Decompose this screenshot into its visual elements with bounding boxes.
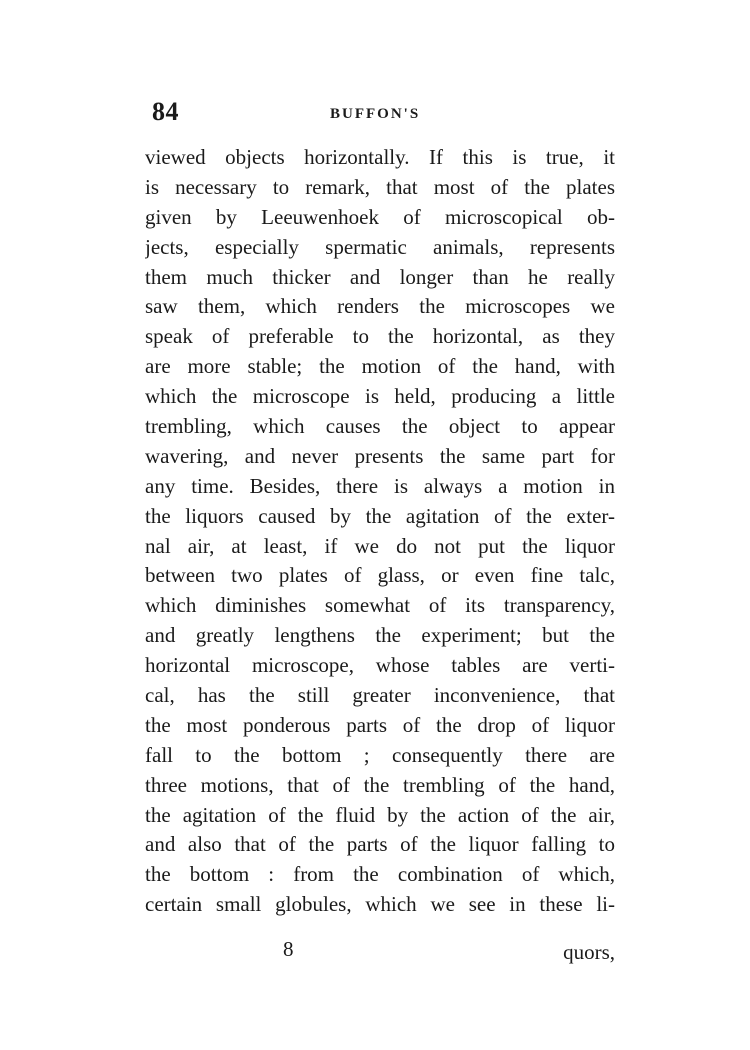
- text-line: cal, has the still greater inconvenience, that: [145, 683, 615, 708]
- text-line: the agitation of the fluid by the action of the air,: [145, 802, 615, 827]
- text-line: speak of preferable to the horizontal, as they: [145, 324, 615, 349]
- text-line: which diminishes somewhat of its transparency,: [145, 593, 615, 618]
- text-line: which the microscope is held, producing a little: [145, 384, 615, 409]
- text-line: saw them, which renders the microscopes we: [145, 294, 615, 319]
- text-line: given by Leeuwenhoek of microscopical ob-: [145, 204, 615, 229]
- page-footer: [145, 937, 615, 969]
- text-line: any time. Besides, there is always a motion in: [145, 473, 615, 498]
- text-line: wavering, and never presents the same part for: [145, 443, 615, 468]
- text-line: between two plates of glass, or even fine talc,: [145, 563, 615, 588]
- text-line: fall to the bottom ; consequently there are: [145, 742, 615, 767]
- text-line: the most ponderous parts of the drop of liquor: [145, 712, 615, 737]
- text-line: viewed objects horizontally. If this is true, it: [145, 145, 615, 169]
- text-line: are more stable; the motion of the hand, with: [145, 354, 615, 379]
- text-line: certain small globules, which we see in these li-: [145, 892, 615, 917]
- text-line: is necessary to remark, that most of the plates: [145, 174, 615, 199]
- page-header: [152, 97, 612, 129]
- text-line: the bottom : from the combination of which,: [145, 862, 615, 887]
- signature-mark: 8: [283, 937, 294, 961]
- text-line: and also that of the parts of the liquor falling to: [145, 832, 615, 857]
- text-line: horizontal microscope, whose tables are verti-: [145, 653, 615, 678]
- text-line: jects, especially spermatic animals, represents: [145, 234, 615, 259]
- text-line: trembling, which causes the object to appear: [145, 414, 615, 439]
- text-line: them much thicker and longer than he really: [145, 264, 615, 289]
- text-line: three motions, that of the trembling of the hand,: [145, 772, 615, 797]
- body-text: [145, 143, 615, 920]
- running-head: BUFFON'S: [330, 106, 421, 122]
- text-line: nal air, at least, if we do not put the liquor: [145, 533, 615, 558]
- text-line: the liquors caused by the agitation of the exter-: [145, 503, 615, 528]
- page-number: 84: [152, 97, 179, 126]
- text-line: and greatly lengthens the experiment; but the: [145, 623, 615, 648]
- catchword: quors,: [563, 940, 615, 964]
